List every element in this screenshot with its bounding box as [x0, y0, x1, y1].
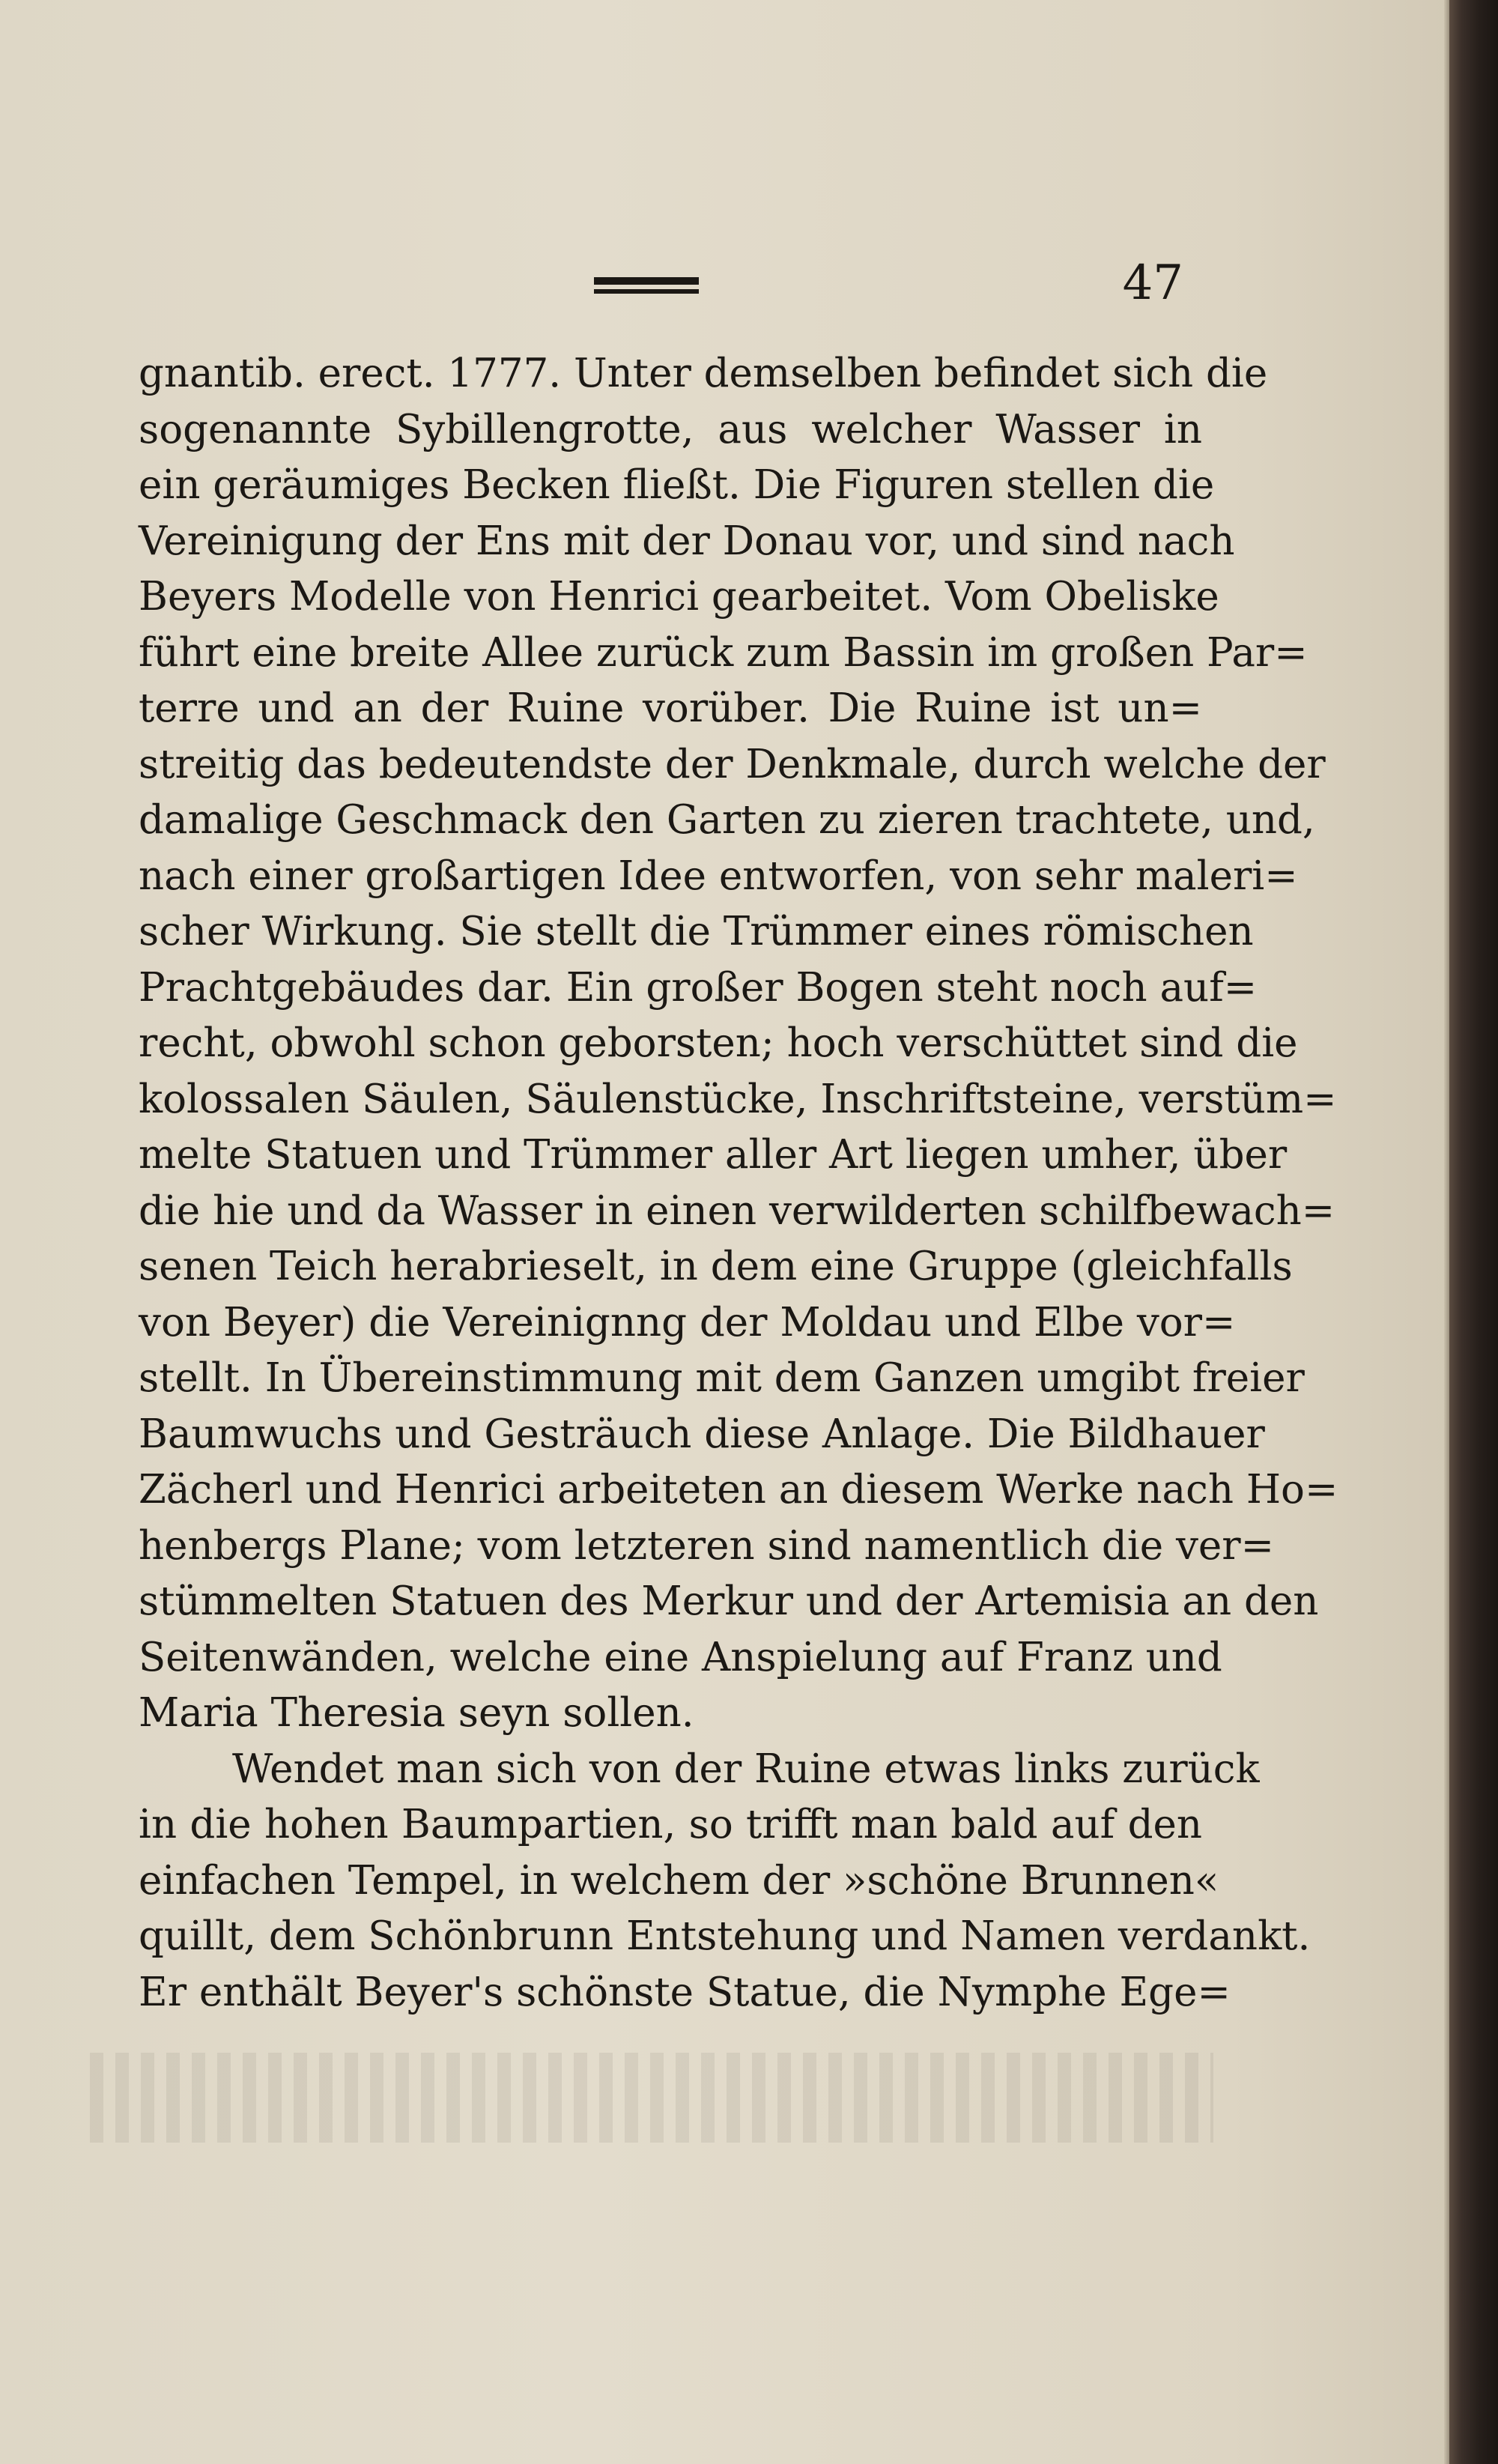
show-through-text	[90, 2053, 1213, 2143]
text-line: stellt. In Übereinstimmung mit dem Ganzen umgibt freier	[139, 1355, 1305, 1401]
header-rule	[594, 277, 699, 285]
text-line: einfachen Tempel, in welchem der »schöne Brunnen«	[139, 1857, 1219, 1904]
text-line: kolossalen Säulen, Säulenstücke, Inschriftsteine, verstüm=	[139, 1076, 1337, 1122]
text-line: Seitenwänden, welche eine Anspielung auf Franz und	[139, 1634, 1222, 1680]
page-edge	[1444, 0, 1449, 2464]
text-line: recht, obwohl schon geborsten; hoch verschüttet sind die	[139, 1020, 1298, 1066]
header-rule-lower	[594, 289, 699, 294]
text-line: damalige Geschmack den Garten zu zieren trachtete, und,	[139, 797, 1315, 843]
text-line: führt eine breite Allee zurück zum Bassin im großen Par=	[139, 629, 1308, 676]
book-binding-edge	[1449, 0, 1498, 2464]
text-line: von Beyer) die Vereinignng der Moldau und Elbe vor=	[139, 1299, 1236, 1345]
body-text	[139, 346, 1338, 2020]
paragraph-start-line: Wendet man sich von der Ruine etwas links zurück	[232, 1746, 1260, 1792]
text-line: in die hohen Baumpartien, so trifft man bald auf den	[139, 1802, 1202, 1847]
text-line: henbergs Plane; vom letzteren sind namentlich die ver=	[139, 1522, 1275, 1569]
paragraph-end-line: Maria Theresia seyn sollen.	[139, 1690, 694, 1736]
text-line: streitig das bedeutendste der Denkmale, durch welche der	[139, 741, 1326, 787]
text-line: Zächerl und Henrici arbeiteten an diesem Werke nach Ho=	[139, 1467, 1338, 1513]
text-line: stümmelten Statuen des Merkur und der Artemisia an den	[139, 1578, 1319, 1624]
text-line: terre und an der Ruine vorüber. Die Ruine ist un=	[139, 685, 1202, 731]
text-line: senen Teich herabrieselt, in dem eine Gruppe (gleichfalls	[139, 1244, 1293, 1289]
text-line: quillt, dem Schönbrunn Entstehung und Namen verdankt.	[139, 1913, 1311, 1959]
text-line: gnantib. erect. 1777. Unter demselben befindet sich die	[139, 351, 1268, 396]
text-line: die hie und da Wasser in einen verwilderten schilfbewach=	[139, 1187, 1335, 1234]
text-line: ein geräumiges Becken fließt. Die Figuren stellen die	[139, 462, 1215, 508]
text-line: Beyers Modelle von Henrici gearbeitet. Vom Obeliske	[139, 574, 1219, 620]
text-line: scher Wirkung. Sie stellt die Trümmer eines römischen	[139, 909, 1254, 954]
page-number: 47	[1122, 255, 1183, 311]
text-line: nach einer großartigen Idee entworfen, von sehr maleri=	[139, 853, 1298, 899]
text-line: melte Statuen und Trümmer aller Art liegen umher, über	[139, 1132, 1288, 1178]
text-line: sogenannte Sybillengrotte, aus welcher Wasser in	[139, 406, 1202, 452]
text-line: Er enthält Beyer's schönste Statue, die Nymphe Ege=	[139, 1969, 1231, 2015]
text-line: Vereinigung der Ens mit der Donau vor, und sind nach	[139, 518, 1235, 564]
text-line: Prachtgebäudes dar. Ein großer Bogen steht noch auf=	[139, 964, 1258, 1011]
text-line: Baumwuchs und Gesträuch diese Anlage. Die Bildhauer	[139, 1411, 1265, 1457]
